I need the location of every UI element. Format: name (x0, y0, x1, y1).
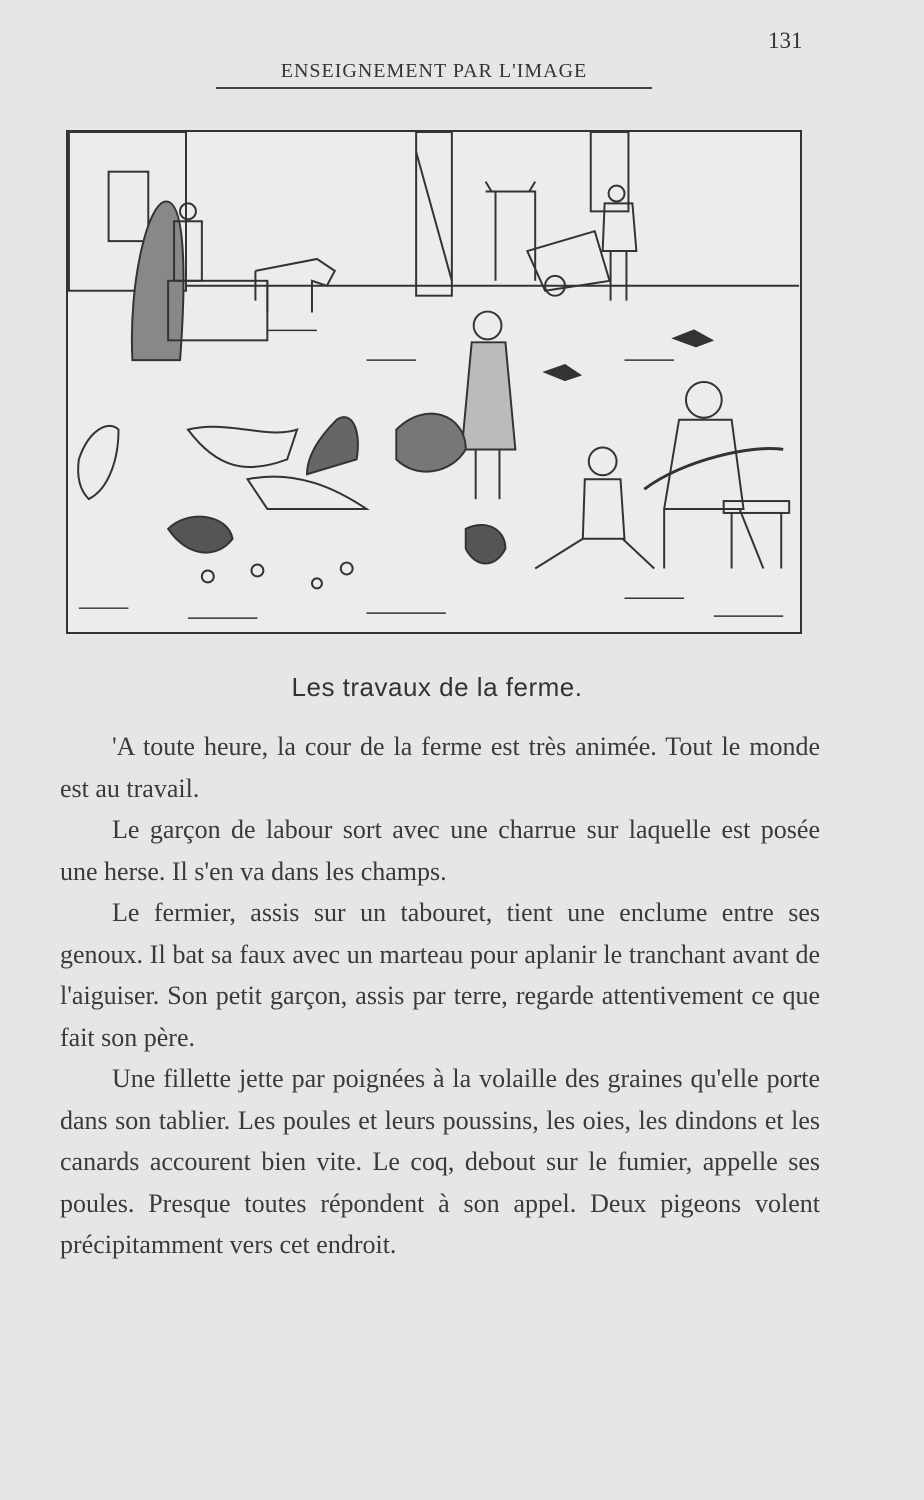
ploughman (603, 186, 637, 301)
body-text (60, 726, 820, 1266)
ground-hatching (79, 330, 783, 618)
geese (188, 417, 367, 509)
running-title: ENSEIGNEMENT PAR L'IMAGE (216, 60, 652, 89)
hens-and-chicks (168, 517, 505, 589)
figure-caption: Les travaux de la ferme. (291, 672, 583, 702)
paragraph-1: 'A toute heure, la cour de la ferme est très animée. Tout le monde est au travail. (60, 732, 820, 803)
girl-feeding-poultry (462, 312, 516, 500)
paragraph-2: Le garçon de labour sort avec une charrue sur laquelle est posée une herse. Il s'en va dans les champs. (60, 815, 820, 886)
pigeons (545, 330, 712, 380)
farmer-with-scythe (644, 382, 789, 569)
paragraph-3: Le fermier, assis sur un tabouret, tient une enclume entre ses genoux. Il bat sa faux avec un marteau pour aplanir le tranchant avant de l'aiguiser. Son petit garçon, assis par terre, regarde attentivement ce que fait son père. (60, 898, 820, 1052)
page-number: 131 (768, 28, 803, 53)
farm-illustration (66, 130, 802, 634)
paragraph-4: Une fillette jette par poignées à la volaille des graines qu'elle porte dans son tablier. Les poules et leurs poussins, les oies, les dindons et les canards accourent bien vite. Le coq, debout sur le fumier, appelle ses poules. Presque toutes répondent à son appel. Deux pigeons volent précipitamment vers cet endroit. (60, 1064, 820, 1259)
turkey (396, 414, 465, 472)
rooster (78, 426, 118, 499)
seated-boy (535, 447, 654, 568)
